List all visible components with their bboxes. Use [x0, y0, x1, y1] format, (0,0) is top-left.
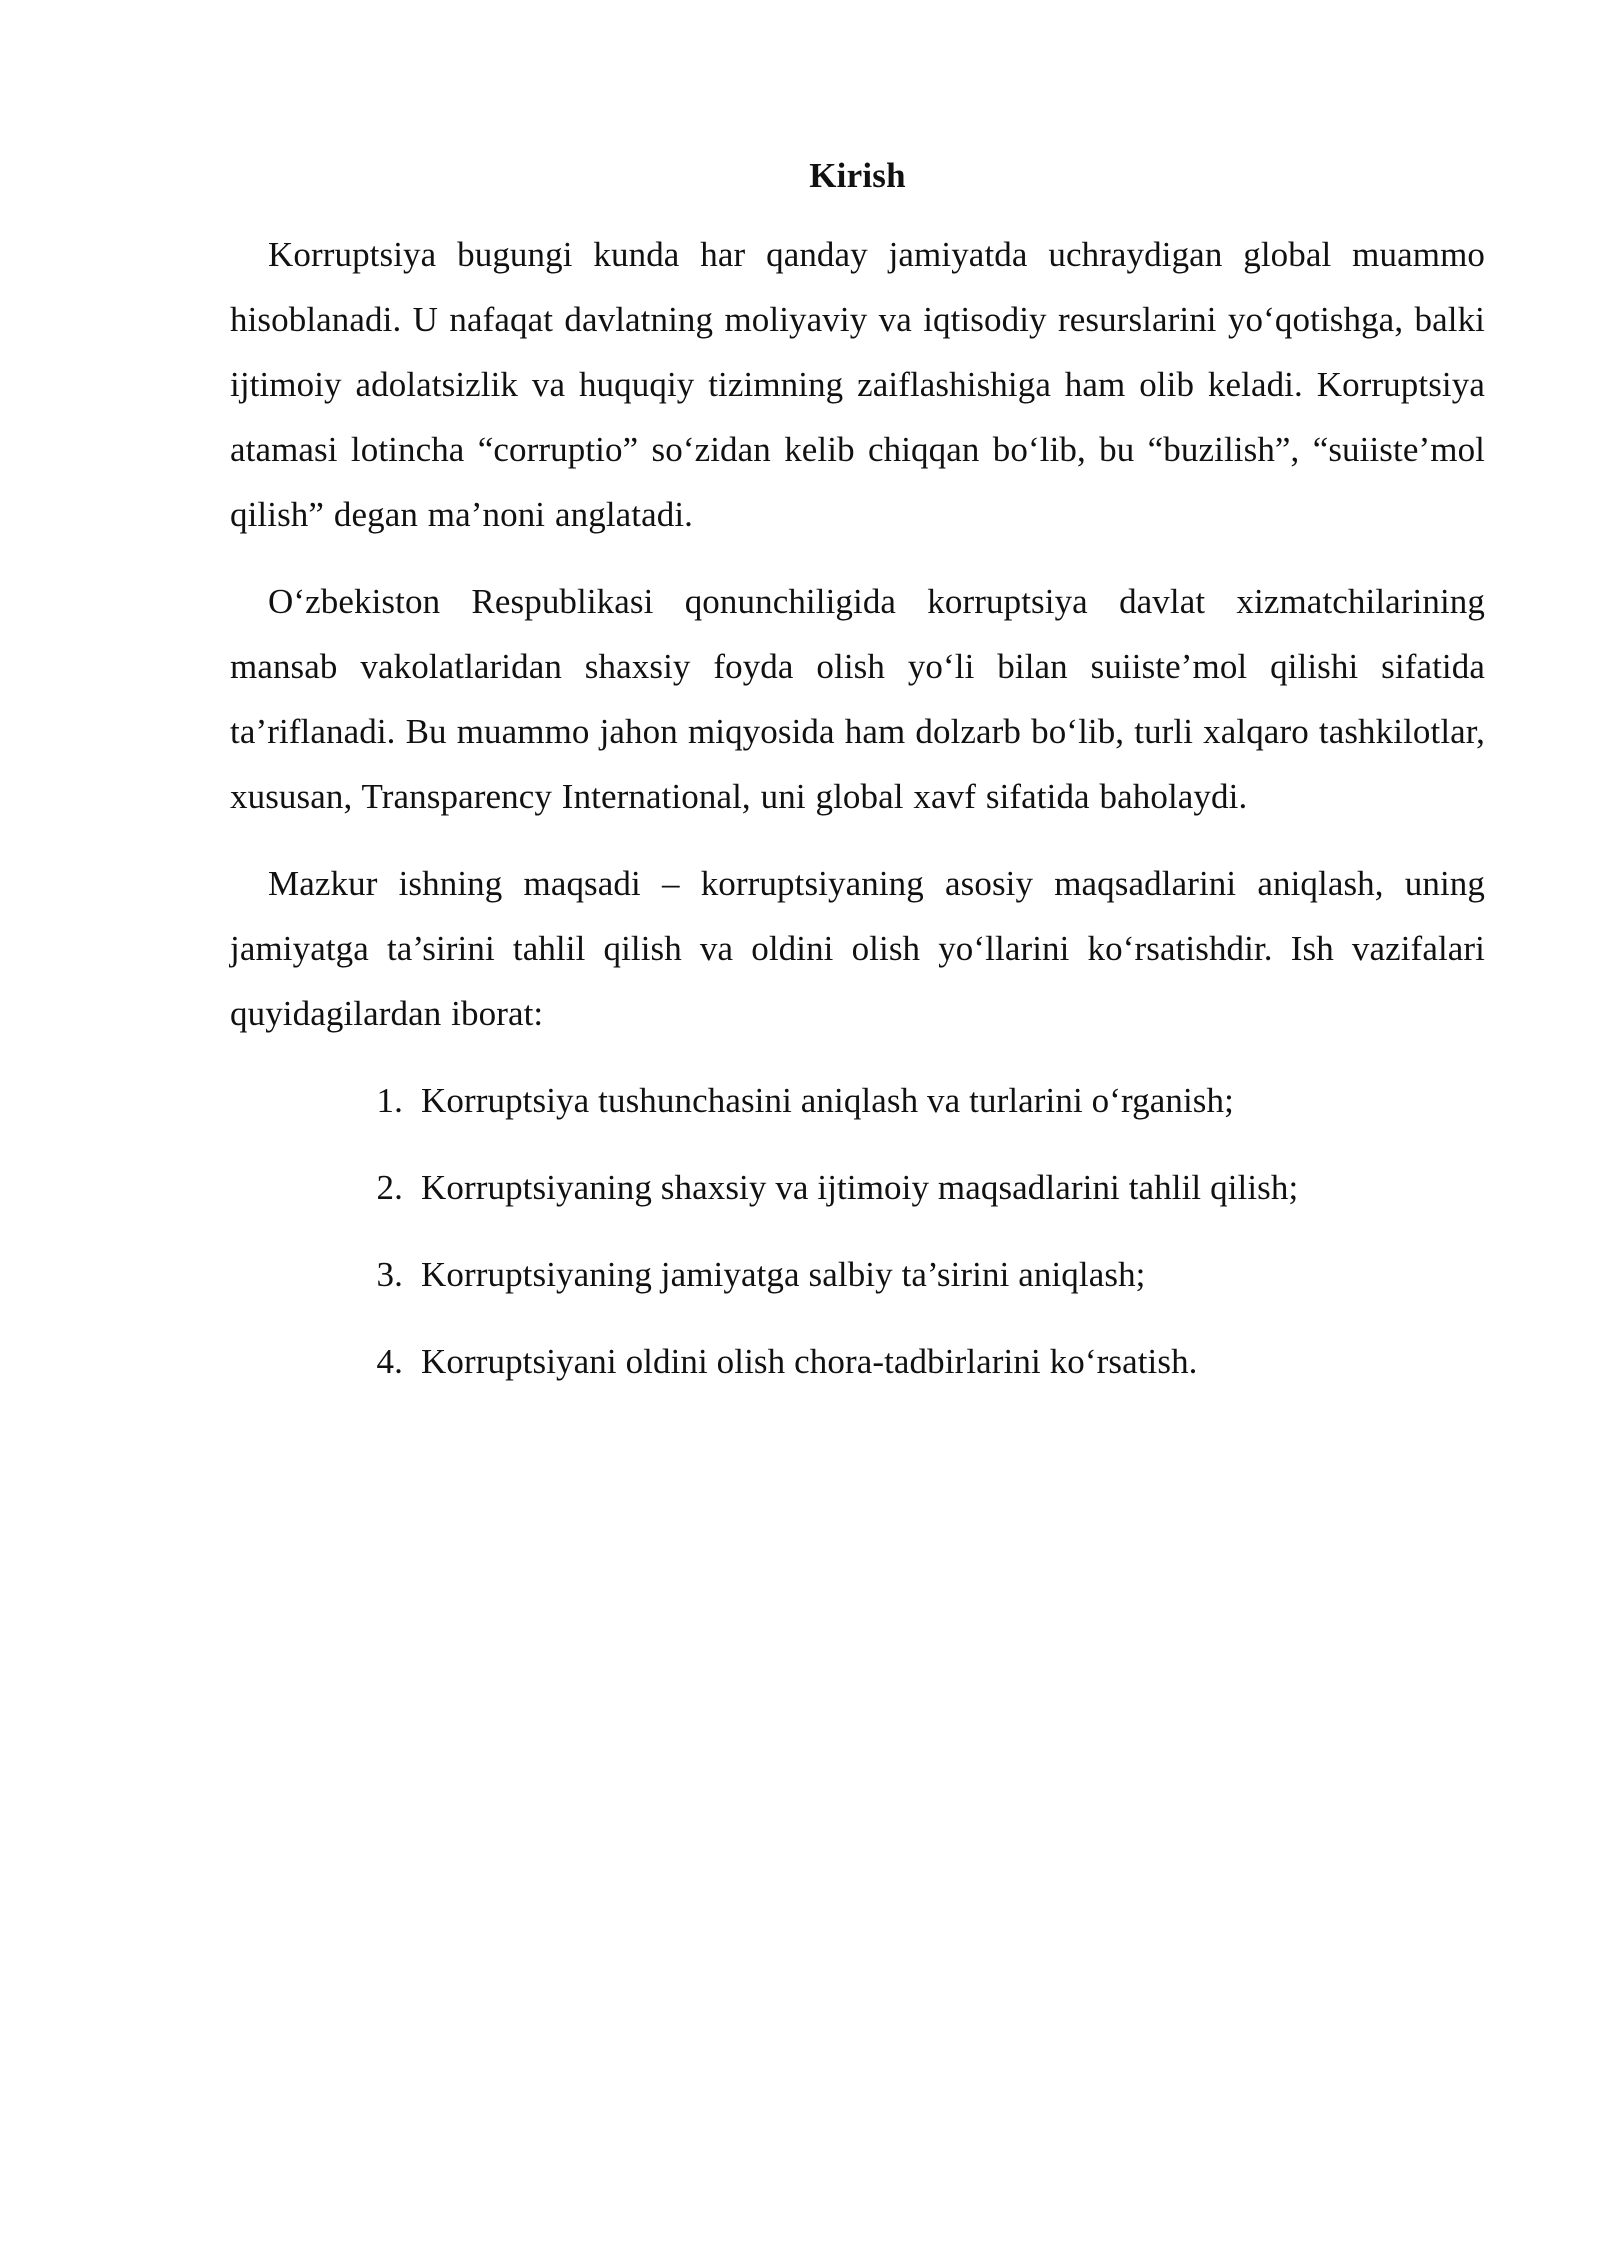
task-number: 1. — [376, 1081, 403, 1120]
task-text: Korruptsiyani oldini olish chora-tadbirlarini ko‘rsatish. — [421, 1342, 1198, 1381]
paragraph-introduction: Korruptsiya bugungi kunda har qanday jamiyatda uchraydigan global muammo hisoblanadi. U nafaqat davlatning moliyaviy va iqtisodiy resurslarini yo‘qotishga, balki ijtimoiy adolatsizlik va huquqiy tizimning zaiflashishiga ham olib keladi. Korruptsiya atamasi lotincha “corruptio” so‘zidan kelib chiqqan bo‘lib, bu “buzilish”, “suiiste’mol qilish” degan ma’noni anglatadi. — [230, 235, 1485, 534]
task-number: 4. — [376, 1342, 403, 1381]
task-text: Korruptsiyaning shaxsiy va ijtimoiy maqsadlarini tahlil qilish; — [421, 1168, 1299, 1207]
document-content — [230, 148, 1485, 1416]
task-item-1 — [230, 1068, 1485, 1133]
task-text: Korruptsiya tushunchasini aniqlash va turlarini o‘rganish; — [421, 1081, 1234, 1120]
task-item-4 — [230, 1329, 1485, 1394]
task-list — [230, 1068, 1485, 1394]
task-number: 2. — [376, 1168, 403, 1207]
document-title: Kirish — [809, 156, 906, 195]
task-text: Korruptsiyaning jamiyatga salbiy ta’sirini aniqlash; — [421, 1255, 1146, 1294]
paragraph-legislation: O‘zbekiston Respublikasi qonunchiligida korruptsiya davlat xizmatchilarining mansab vakolatlaridan shaxsiy foyda olish yo‘li bilan suiiste’mol qilishi sifatida ta’riflanadi. Bu muammo jahon miqyosida ham dolzarb bo‘lib, turli xalqaro tashkilotlar, xususan, Transparency International, uni global xavf sifatida baholaydi. — [230, 582, 1485, 816]
task-item-2 — [230, 1155, 1485, 1220]
task-item-3 — [230, 1242, 1485, 1307]
paragraph-purpose: Mazkur ishning maqsadi – korruptsiyaning asosiy maqsadlarini aniqlash, uning jamiyatga ta’sirini tahlil qilish va oldini olish yo‘llarini ko‘rsatishdir. Ish vazifalari quyidagilardan iborat: — [230, 864, 1485, 1033]
task-number: 3. — [376, 1255, 403, 1294]
